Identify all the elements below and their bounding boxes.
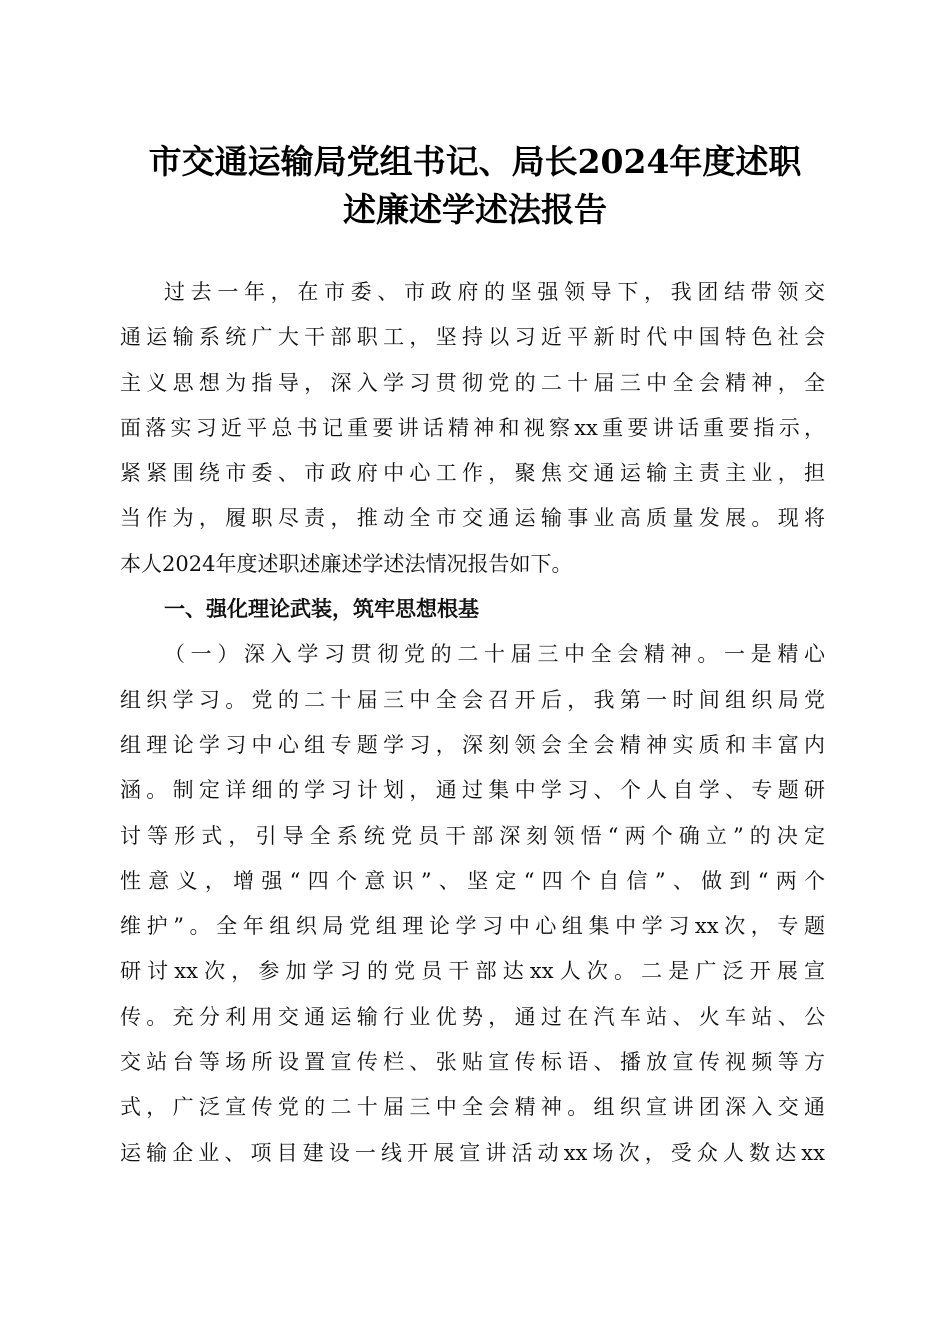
- text-line: 当作为，履职尽责，推动全市交通运输事业高质量发展。现将: [120, 506, 825, 531]
- text-line: （一）深入学习贯彻党的二十届三中全会精神。一是精心: [164, 642, 825, 667]
- text-line: 运输企业、项目建设一线开展宣讲活动xx场次，受众人数达xx: [120, 1140, 825, 1165]
- text-line: 研讨xx次，参加学习的党员干部达xx人次。二是广泛开展宣: [120, 959, 825, 984]
- text-line: 涵。制定详细的学习计划，通过集中学习、个人自学、专题研: [120, 778, 825, 803]
- text-line: 组理论学习中心组专题学习，深刻领会全会精神实质和丰富内: [120, 732, 825, 757]
- text-line: 紧紧围绕市委、市政府中心工作，聚焦交通运输主责主业，担: [120, 461, 825, 486]
- text-line: 交站台等场所设置宣传栏、张贴宣传标语、播放宣传视频等方: [120, 1050, 825, 1075]
- text-line: 式，广泛宣传党的二十届三中全会精神。组织宣讲团深入交通: [120, 1095, 825, 1120]
- document-body: [120, 270, 825, 1176]
- intro-paragraph: [120, 270, 825, 587]
- section-paragraph: [120, 632, 825, 1176]
- title-line-1: 市交通运输局党组书记、局长2024年度述职: [148, 142, 802, 181]
- text-line: 组织学习。党的二十届三中全会召开后，我第一时间组织局党: [120, 687, 825, 712]
- text-line: 传。充分利用交通运输行业优势，通过在汽车站、火车站、公: [120, 1004, 825, 1029]
- section-heading: 一、强化理论武装，筑牢思想根基: [164, 597, 479, 622]
- text-line: 本人2024年度述职述廉述学述法情况报告如下。: [120, 551, 573, 576]
- text-line: 性意义，增强“四个意识”、坚定“四个自信”、做到“两个: [120, 868, 825, 893]
- text-line: 过去一年，在市委、市政府的坚强领导下，我团结带领交: [164, 280, 825, 304]
- text-line: 主义思想为指导，深入学习贯彻党的二十届三中全会精神，全: [120, 370, 825, 395]
- text-line: 讨等形式，引导全系统党员干部深刻领悟“两个确立”的决定: [120, 823, 825, 848]
- text-line: 通运输系统广大干部职工，坚持以习近平新时代中国特色社会: [120, 325, 825, 350]
- text-line: 维护”。全年组织局党组理论学习中心组集中学习xx次，专题: [120, 914, 825, 939]
- document-title: [110, 138, 840, 234]
- title-line-2: 述廉述学述法报告: [343, 190, 607, 229]
- text-line: 面落实习近平总书记重要讲话精神和视察xx重要讲话重要指示，: [120, 415, 825, 440]
